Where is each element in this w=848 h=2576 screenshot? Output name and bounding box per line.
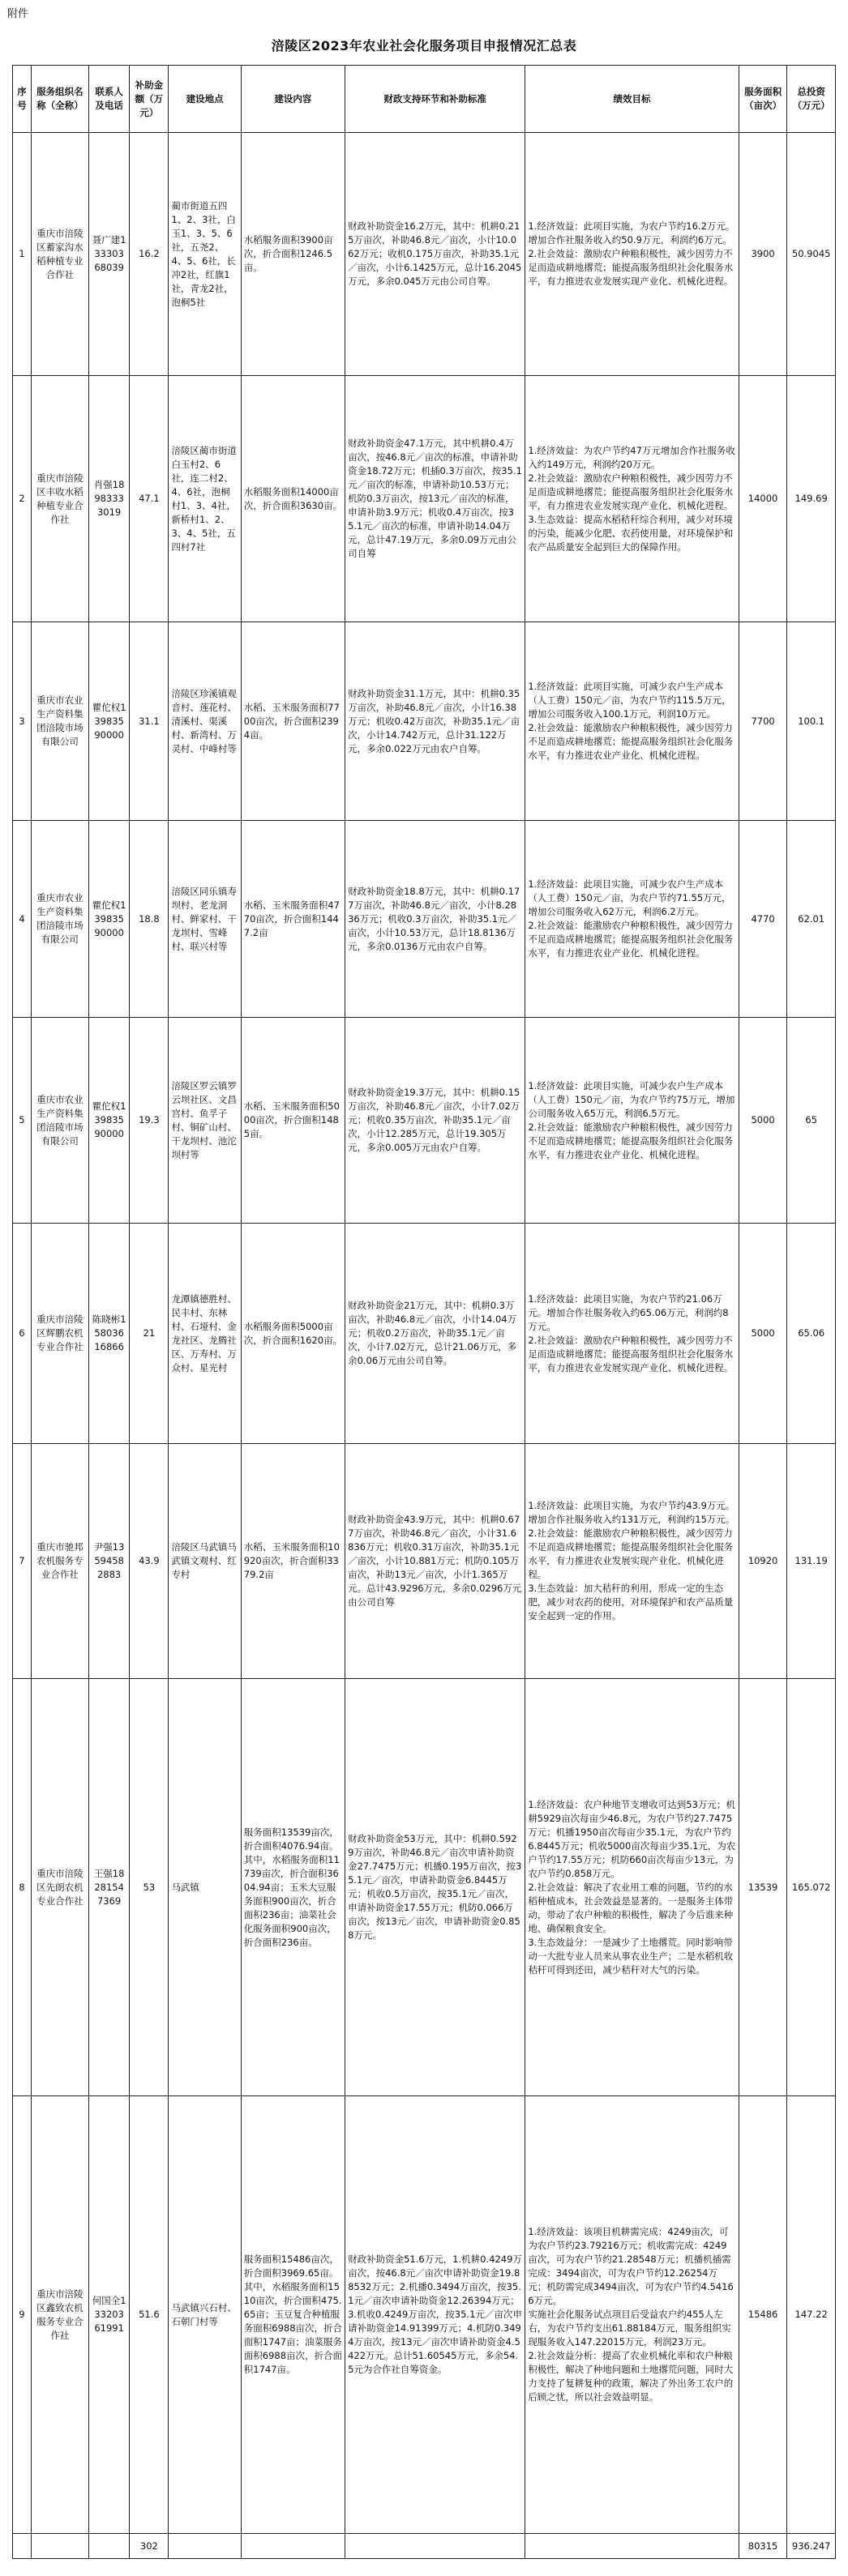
cell-content: 水稻、玉米服务面积4770亩次，折合面积1447.2亩 — [241, 821, 345, 1018]
cell-contact: 瞿佗权13983590000 — [88, 622, 129, 821]
table-row — [13, 376, 836, 622]
cell-content: 水稻、玉米服务面积7700亩次，折合面积2394亩。 — [241, 622, 345, 821]
cell-contact: 尹强13594582883 — [88, 1444, 129, 1679]
cell-invest: 147.22 — [787, 2096, 836, 2534]
cell-org: 重庆市农业生产资料集团涪陵市场有限公司 — [31, 622, 88, 821]
cell-area: 13539 — [739, 1679, 787, 2096]
cell-location: 涪陵区罗云镇罗云坝社区、文昌宫村、鱼孚子村、铜矿山村、干龙坝村、池沱坝村等 — [169, 1018, 241, 1224]
cell-invest: 65.06 — [787, 1224, 836, 1444]
cell-invest: 62.01 — [787, 821, 836, 1018]
total-row — [13, 2534, 836, 2559]
cell-contact: 王强18281547369 — [88, 1679, 129, 2096]
cell-goals: 1.经济效益：此项目实施，为农户节约43.9万元。增加合作社服务收入约131万元，利润约15万元。 2.社会效益：能激励农户种粮积极性，减少因劳力不足而造成耕地撂荒；能提高服务组织社会化服务水平，有力推进农业发展实现产业化、机械化进程。 3.生态效益：加大秸秆的利用，形成一定的生态肥，减少对农药的使用，对环境保护和农产品质量安全起到一定的作用。 — [525, 1444, 739, 1679]
cell-org: 重庆市农业生产资料集团涪陵市场有限公司 — [31, 1018, 88, 1224]
cell-area: 14000 — [739, 376, 787, 622]
cell-finance: 财政补助资金16.2万元，其中：机耕0.215万亩次，补助46.8元／亩次，小计10.062万元；收机0.175万亩次，补助35.1元／亩次，小计6.1425万元，总计16.2045万元，多余0.045万元由公司自筹。 — [345, 133, 525, 376]
cell-content: 服务面积15486亩次，折合面积3969.65亩。其中，水稻服务面积1510亩次，折合面积475.65亩；玉豆复合种植服务面积6988亩次，折合面积1747亩；油菜服务面积6988亩次，折合面积1747亩。 — [241, 2096, 345, 2534]
total-subsidy: 302 — [130, 2534, 169, 2559]
cell-seq: 4 — [13, 821, 32, 1018]
total-cell-contact — [88, 2534, 129, 2559]
cell-invest: 100.1 — [787, 622, 836, 821]
cell-seq: 7 — [13, 1444, 32, 1679]
cell-seq: 5 — [13, 1018, 32, 1224]
cell-location: 涪陵区蔺市街道白玉村2、6社，连二村2、4、6社，泡桐村1、3、4社，新桥村1、2、3、4、5社，五四村7社 — [169, 376, 241, 622]
total-area: 80315 — [739, 2534, 787, 2559]
cell-org: 重庆市涪陵区鑫致农机服务专业合作社 — [31, 2096, 88, 2534]
cell-contact: 肖强18983333019 — [88, 376, 129, 622]
total-cell-seq — [13, 2534, 32, 2559]
cell-seq: 3 — [13, 622, 32, 821]
cell-org: 重庆市涪陵区蓄家沟水稻种植专业合作社 — [31, 133, 88, 376]
cell-contact: 聂广建13330368039 — [88, 133, 129, 376]
cell-finance: 财政补助资金31.1万元，其中：机耕0.35万亩次，补助46.8元／亩次，小计16.38万元；机收0.42万亩次，补助35.1元／亩次，小计14.742万元，总计31.122万元，多余0.022万元由农户自筹。 — [345, 622, 525, 821]
cell-goals: 1.经济效益：农户种地节支增收可达到53万元；机耕5929亩次每亩少46.8元，为农户节约27.7475万元；机播1950亩次每亩少35.1元，为农户节约6.8445万元；机收5000亩次每亩少35.1元，为农户节约17.55万元；机防660亩次每亩少13元，为农户节约0.858万元。 2.社会效益：解决了农业用工难的问题，节约的水稻种植成本，社会效益是显著的。一是服务主体带动，带动了农户种粮的积极性，解决了今后谁来种地、确保粮食安全。 3.生态效益分：一是减少了土地撂荒。同时影响带动一大批专业人员来从事农业生产；二是水稻机收秸秆可得到还田，减少秸秆对大气的污染。 — [525, 1679, 739, 2096]
table-row — [13, 133, 836, 376]
cell-subsidy: 16.2 — [130, 133, 169, 376]
cell-org: 重庆市涪陵区丰收水稻种植专业合作社 — [31, 376, 88, 622]
cell-seq: 2 — [13, 376, 32, 622]
cell-seq: 8 — [13, 1679, 32, 2096]
cell-location: 涪陵区同乐镇寿坝村、老龙洞村、鲜家村、干龙坝村、雪峰村、联兴村等 — [169, 821, 241, 1018]
cell-finance: 财政补助资金19.3万元，其中：机耕0.15万亩次，补助46.8元／亩次，小计7.02万元；机收0.35万亩次，补助35.1元／亩次，小计12.285万元，总计19.305万元，多余0.005万元由农户自筹。 — [345, 1018, 525, 1224]
header-finance: 财政支持环节和补助标准 — [345, 66, 525, 133]
header-subsidy: 补助金额（万元） — [130, 66, 169, 133]
cell-org: 重庆市农业生产资料集团涪陵市场有限公司 — [31, 821, 88, 1018]
cell-content: 水稻、玉米服务面积10920亩次，折合面积3379.2亩 — [241, 1444, 345, 1679]
table-row — [13, 1018, 836, 1224]
cell-goals: 1.经济效益：此项目实施，可减少农户生产成本（人工费）150元／亩，为农户节约75万元，增加公司服务收入65万元，利润6.5万元。 2.社会效益：能激励农户种粮积极性，减少因劳力不足而造成耕地撂荒；能提高服务组织社会化服务水平，有力推进农业产业化、机械化进程。 — [525, 1018, 739, 1224]
cell-org: 重庆市涪陵区辉鹏农机专业合作社 — [31, 1224, 88, 1444]
cell-contact: 何国全13320361991 — [88, 2096, 129, 2534]
cell-contact: 陈晓彬15803616866 — [88, 1224, 129, 1444]
cell-location: 马武镇兴石村、石朝门村等 — [169, 2096, 241, 2534]
header-org: 服务组织名称（全称） — [31, 66, 88, 133]
cell-finance: 财政补助资金18.8万元，其中：机耕0.177万亩次，补助46.8元／亩次，小计8.2836万元；机收0.3万亩次，补助35.1元／亩次，小计10.53万元，总计18.8136万元，多余0.0136万元由农户自筹。 — [345, 821, 525, 1018]
cell-content: 水稻服务面积5000亩次，折合面积1620亩。 — [241, 1224, 345, 1444]
cell-invest: 50.9045 — [787, 133, 836, 376]
table-row — [13, 622, 836, 821]
header-location: 建设地点 — [169, 66, 241, 133]
total-invest: 936.247 — [787, 2534, 836, 2559]
header-seq: 序号 — [13, 66, 32, 133]
cell-location: 马武镇 — [169, 1679, 241, 2096]
table-row — [13, 2096, 836, 2534]
cell-goals: 1.经济效益：此项目实施，可减少农户生产成本（人工费）150元／亩，为农户节约115.5万元，增加公司服务收入100.1万元，利润10万元。 2.社会效益：能激励农户种粮积极性，减少因劳力不足而造成耕地撂荒；能提高服务组织社会化服务水平，有力推进农业产业化、机械化进程。 — [525, 622, 739, 821]
cell-area: 10920 — [739, 1444, 787, 1679]
cell-seq: 1 — [13, 133, 32, 376]
table-row — [13, 821, 836, 1018]
cell-subsidy: 21 — [130, 1224, 169, 1444]
header-area: 服务面积（亩次） — [739, 66, 787, 133]
cell-goals: 1.经济效益：此项目实施，可减少农户生产成本（人工费）150元／亩，为农户节约71.55万元，增加公司服务收入62万元，利润6.2万元。 2.社会效益：能激励农户种粮积极性，减少因劳力不足而造成耕地撂荒；能提高服务组织社会化服务水平，有力推进农业产业化、机械化进程。 — [525, 821, 739, 1018]
cell-contact: 瞿佗权13983590000 — [88, 1018, 129, 1224]
cell-area: 5000 — [739, 1224, 787, 1444]
cell-org: 重庆市驰邦农机服务专业合作社 — [31, 1444, 88, 1679]
table-row — [13, 1444, 836, 1679]
cell-finance: 财政补助资金53万元，其中：机耕0.5929万亩次，补助46.8元／亩次申请补助资金27.7475万元；机播0.195万亩次，按35.1元／亩次，申请补助资金6.8445万元；机收0.5万亩次，按35.1元／亩次，申请补助资金17.55万元；机防0.066万亩次，按13元／亩次，申请补助资金0.858万元。 — [345, 1679, 525, 2096]
header-row — [13, 66, 836, 133]
attachment-label: 附件 — [7, 8, 29, 20]
cell-area: 5000 — [739, 1018, 787, 1224]
cell-subsidy: 51.6 — [130, 2096, 169, 2534]
table-row — [13, 1224, 836, 1444]
cell-subsidy: 43.9 — [130, 1444, 169, 1679]
header-content: 建设内容 — [241, 66, 345, 133]
cell-invest: 65 — [787, 1018, 836, 1224]
cell-finance: 财政补助资金43.9万元，其中：机耕0.677万亩次，补助46.8元／亩次，小计31.6836万元；机收0.31万亩次，补助35.1元／亩次，小计10.881万元；机防0.105万亩次，补助13元／亩次，小计1.365万元。总计43.9296万元，多余0.0296万元由公司自筹 — [345, 1444, 525, 1679]
cell-location: 蔺市街道五四1、2、3社，白玉1、3、5、6社，五尧2、4、5、6社，长冲2社，红旗1社，青龙2社，泡桐5社 — [169, 133, 241, 376]
header-goals: 绩效目标 — [525, 66, 739, 133]
cell-subsidy: 19.3 — [130, 1018, 169, 1224]
cell-subsidy: 53 — [130, 1679, 169, 2096]
cell-org: 重庆市涪陵区先朗农机专业合作社 — [31, 1679, 88, 2096]
header-contact: 联系人及电话 — [88, 66, 129, 133]
cell-area: 4770 — [739, 821, 787, 1018]
summary-table — [12, 65, 836, 2559]
cell-content: 服务面积13539亩次，折合面积4076.94亩。其中，水稻服务面积11739亩次，折合面积3604.94亩；玉米大豆服务面积900亩次，折合面积236亩；油菜社会化服务面积900亩次，折合面积236亩。 — [241, 1679, 345, 2096]
cell-goals: 1.经济效益：为农户节约47万元增加合作社服务收入约149万元，利润约20万元。 2.社会效益：激励农户种粮积极性，减少因劳力不足而造成耕地撂荒；能提高服务组织社会化服务水平，有力推进农业发展实现产业化、机械化进程。 3.生态效益：提高水稻秸秆综合利用，减少对环境的污染，能减少化肥、农药使用量，对环境保护和农产品质量安全起到巨大的保障作用。 — [525, 376, 739, 622]
total-cell-goals — [525, 2534, 739, 2559]
total-cell-location — [169, 2534, 241, 2559]
header-invest: 总投资（万元） — [787, 66, 836, 133]
cell-contact: 瞿佗权13983590000 — [88, 821, 129, 1018]
table-row — [13, 1679, 836, 2096]
cell-goals: 1.经济效益：此项目实施，为农户节约21.06万元。增加合作社服务收入约65.06万元，利润约8万元。 2.社会效益：激励农户种粮积极性，减少因劳力不足而造成耕地撂荒；能提高服务组织社会化服务水平，有力推进农业发展实现产业化、机械化进程。 — [525, 1224, 739, 1444]
cell-area: 15486 — [739, 2096, 787, 2534]
cell-content: 水稻服务面积14000亩次，折合面积3630亩。 — [241, 376, 345, 622]
cell-area: 3900 — [739, 133, 787, 376]
cell-content: 水稻、玉米服务面积5000亩次，折合面积1485亩。 — [241, 1018, 345, 1224]
cell-invest: 149.69 — [787, 376, 836, 622]
cell-finance: 财政补助资金51.6万元，1.机耕0.4249万亩次，按46.8元／亩次申请补助资金19.88532万元；2.机播0.3494万亩次，按35.1元／亩次申请补助资金12.26394万元；3.机收0.4249万亩次，按35.1元／亩次申请补助资金14.91399万元；4.机防0.3494万亩次，按13元／亩次申请补助资金4.5422万元。总计51.60545万元，多余54.5元为合作社自筹资金。 — [345, 2096, 525, 2534]
page-title: 涪陵区2023年农业社会化服务项目申报情况汇总表 — [271, 38, 577, 53]
cell-location: 涪陵区马武镇马武镇文观村、红专村 — [169, 1444, 241, 1679]
cell-subsidy: 31.1 — [130, 622, 169, 821]
cell-seq: 9 — [13, 2096, 32, 2534]
cell-location: 涪陵区珍溪镇观音村、莲花村、清溪村、渠溪村、新湾村、万灵村、中峰村等 — [169, 622, 241, 821]
cell-area: 7700 — [739, 622, 787, 821]
cell-invest: 131.19 — [787, 1444, 836, 1679]
total-cell-finance — [345, 2534, 525, 2559]
total-cell-content — [241, 2534, 345, 2559]
cell-goals: 1.经济效益：此项目实施，为农户节约16.2万元。增加合作社服务收入约50.9万元，利润约6万元。 2.社会效益：激励农户种粮积极性，减少因劳力不足而造成耕地撂荒；能提高服务组织社会化服务水平，有力推进农业发展实现产业化、机械化进程。 — [525, 133, 739, 376]
cell-subsidy: 47.1 — [130, 376, 169, 622]
cell-finance: 财政补助资金47.1万元，其中机耕0.4万亩次，按46.8元／亩次的标准，申请补助资金18.72万元；机插0.3万亩次，按35.1元／亩次的标准，申请补助10.53万元；机防0.3万亩次，按13元／亩次的标准，申请补助3.9万元；机收0.4万亩次，按35.1元／亩次的标准，申请补助14.04万元，总计47.19万元，多余0.09万元由公司自筹 — [345, 376, 525, 622]
cell-subsidy: 18.8 — [130, 821, 169, 1018]
cell-content: 水稻服务面积3900亩次，折合面积1246.5亩。 — [241, 133, 345, 376]
cell-invest: 165.072 — [787, 1679, 836, 2096]
cell-finance: 财政补助资金21万元，其中：机耕0.3万亩次，补助46.8元／亩次，小计14.04万元；机收0.2万亩次，补助35.1元／亩次，小计7.02万元，总计21.06万元，多余0.06万元由公司自筹。 — [345, 1224, 525, 1444]
total-cell-org — [31, 2534, 88, 2559]
cell-location: 龙潭镇德胜村、民丰村、东林村、石垭村、金龙社区、龙腾社区、万寿村、万众村、星光村 — [169, 1224, 241, 1444]
cell-goals: 1.经济效益：该项目机耕需完成：4249亩次，可为农户节约23.79216万元；机收需完成：4249亩次，可为农户节约21.28548万元；机播机插需完成：3494亩次，可为农户节约12.26254万元；机防需完成3494亩次，可为农户节约4.54166万元。 实施社会化服务试点项目后受益农户约455人左右，为农户节约支出61.88184万元，服务组织实现服务收入147.22015万元，利润23万元。 2.社会效益分析：提高了农业机械化率和农户种粮积极性，解决了种地问题和土地撂荒问题，同时大力支持了复耕复种的政策，解决了外出务工农户的后顾之忧，所以社会效益明显。 — [525, 2096, 739, 2534]
cell-seq: 6 — [13, 1224, 32, 1444]
